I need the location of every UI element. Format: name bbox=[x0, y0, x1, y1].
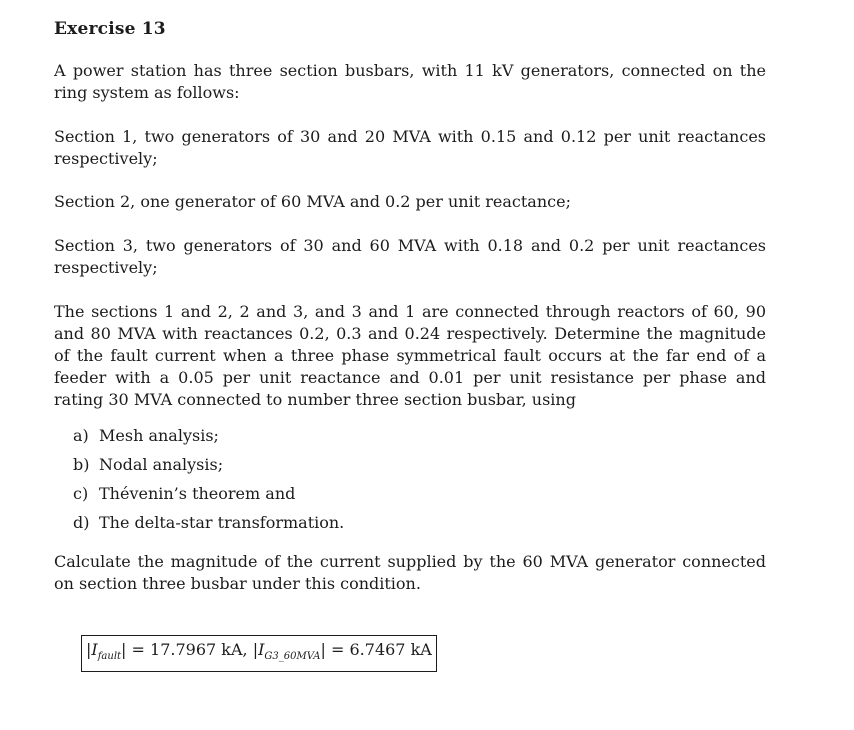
generator-current-expression: $|I_{G3\_60MVA}| = 6.7467$ kA bbox=[252, 640, 432, 662]
fault-subscript: fault bbox=[97, 651, 122, 662]
answer-box bbox=[81, 635, 437, 672]
list-text: The delta-star transformation. bbox=[99, 513, 345, 532]
list-marker: a) bbox=[73, 426, 89, 445]
methods-list bbox=[73, 425, 344, 541]
generator-current-value: = 6.7467 kA bbox=[331, 640, 432, 659]
list-marker: d) bbox=[73, 513, 90, 532]
list-text: Mesh analysis; bbox=[99, 426, 219, 445]
connections-paragraph: The sections 1 and 2, 2 and 3, and 3 and 1 are connected through reactors of 60, 90 and 80 MVA with reactances 0.2, 0.3 and 0.24 respectively. Determine the magnitude of the fault current when a three phase symmetrical fault occurs at the far end of a feeder with a 0.05 per unit reactance and 0.01 per unit resistance per phase and rating 30 MVA connected to number three section busbar, using bbox=[54, 302, 766, 409]
generator-symbol: I bbox=[258, 640, 265, 659]
generator-subscript: G3_60MVA bbox=[264, 651, 321, 662]
intro-paragraph: A power station has three section busbars, with 11 kV generators, connected on the ring system as follows: bbox=[54, 61, 766, 102]
closing-paragraph: Calculate the magnitude of the current supplied by the 60 MVA generator connected on section three busbar under this condition. bbox=[54, 552, 766, 593]
list-item bbox=[73, 454, 344, 483]
list-item bbox=[73, 483, 344, 512]
list-item bbox=[73, 425, 344, 454]
list-marker: c) bbox=[73, 484, 89, 503]
fault-current-expression: $|I_{fault}| = 17.7967$ kA, bbox=[86, 640, 248, 662]
fault-symbol: I bbox=[91, 640, 98, 659]
list-marker: b) bbox=[73, 455, 90, 474]
list-text: Thévenin’s theorem and bbox=[99, 484, 296, 503]
section1-paragraph: Section 1, two generators of 30 and 20 MVA with 0.15 and 0.12 per unit reactances respectively; bbox=[54, 127, 766, 168]
list-text: Nodal analysis; bbox=[99, 455, 224, 474]
list-item bbox=[73, 512, 344, 541]
fault-current-value: = 17.7967 kA, bbox=[131, 640, 248, 659]
section3-paragraph: Section 3, two generators of 30 and 60 MVA with 0.18 and 0.2 per unit reactances respectively; bbox=[54, 236, 766, 277]
exercise-title: Exercise 13 bbox=[54, 19, 166, 39]
section2-paragraph: Section 2, one generator of 60 MVA and 0.2 per unit reactance; bbox=[54, 192, 571, 211]
